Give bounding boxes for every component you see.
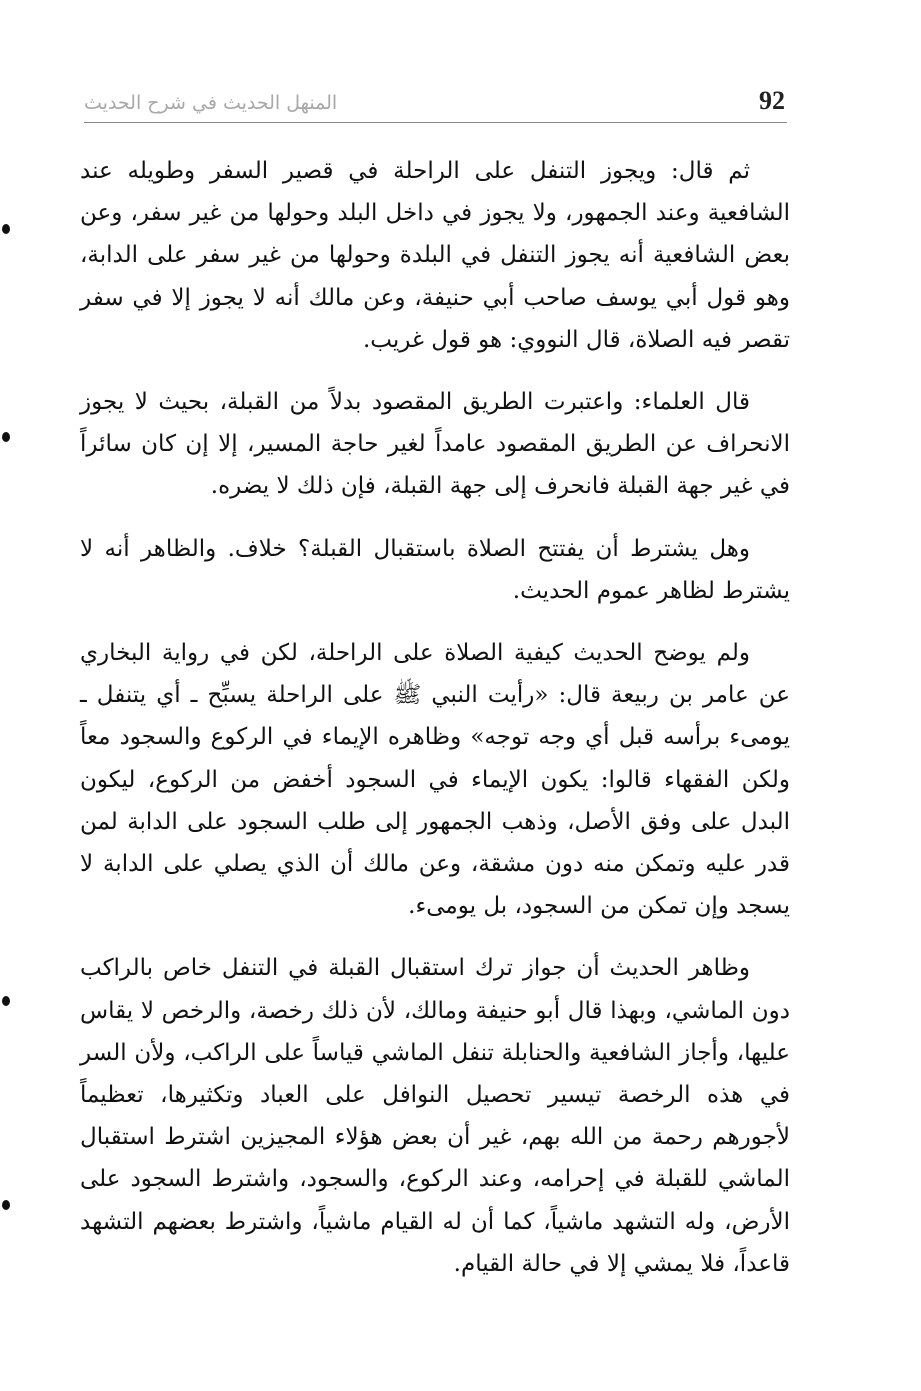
paragraph-3: وهل يشترط أن يفتتح الصلاة باستقبال القبلة؟ خلاف. والظاهر أنه لا يشترط لظاهر عموم الحديث. <box>80 535 790 604</box>
margin-punch-mark <box>2 224 10 234</box>
paragraph-1: ثم قال: ويجوز التنفل على الراحلة في قصير السفر وطويله عند الشافعية وعند الجمهور، ولا يجوز في داخل البلد وحولها من غير سفر، وعن بعض الشافعية أنه يجوز التنفل في البلدة وحولها من غير سفر على الدابة، وهو قول أبي يوسف صاحب أبي حنيفة، وعن مالك أنه لا يجوز إلا في سفر تقصر فيه الصلاة، قال النووي: هو قول غريب. <box>80 158 790 353</box>
margin-punch-mark <box>2 1200 10 1210</box>
page-header <box>84 82 787 123</box>
paragraph-5: وظاهر الحديث أن جواز ترك استقبال القبلة في التنفل خاص بالراكب دون الماشي، وبهذا قال أبو حنيفة ومالك، لأن ذلك رخصة، والرخص لا يقاس عليها، وأجاز الشافعية والحنابلة تنفل الماشي قياساً على الراكب، ولأن السر في هذه الرخصة تيسير تحصيل النوافل على العباد وتكثيرها، تعظيماً لأجورهم رحمة من الله بهم، غير أن بعض هؤلاء المجيزين اشترط استقبال الماشي للقبلة في إحرامه، وعند الركوع، والسجود، واشترط السجود على الأرض، وله التشهد ماشياً، كما أن له القيام ماشياً، واشترط بعضهم التشهد قاعداً، فلا يمشي إلا في حالة القيام. <box>80 955 790 1277</box>
paragraph-4: ولم يوضح الحديث كيفية الصلاة على الراحلة، لكن في رواية البخاري عن عامر بن ربيعة قال: «رأيت النبي ﷺ على الراحلة يسبِّح ـ أي يتنفل ـ يومىء برأسه قبل أي وجه توجه» وظاهره الإيماء في الركوع والسجود معاً ولكن الفقهاء قالوا: يكون الإيماء في السجود أخفض من الركوع، ليكون البدل على وفق الأصل، وذهب الجمهور إلى طلب السجود على الدابة لمن قدر عليه وتمكن منه دون مشقة، وعن مالك أن الذي يصلي على الدابة لا يسجد وإن تمكن من السجود، بل يومىء. <box>80 640 790 920</box>
margin-punch-mark <box>2 996 10 1006</box>
margin-punch-mark <box>2 432 10 442</box>
running-title: المنهل الحديث في شرح الحديث <box>84 92 338 114</box>
page-number: 92 <box>759 86 785 115</box>
paragraph-2: قال العلماء: واعتبرت الطريق المقصود بدلاً من القبلة، بحيث لا يجوز الانحراف عن الطريق المقصود عامداً لغير حاجة المسير، إلا إن كان سائراً في غير جهة القبلة فانحرف إلى جهة القبلة، فإن ذلك لا يضره. <box>80 389 790 500</box>
page-body <box>80 150 790 1305</box>
